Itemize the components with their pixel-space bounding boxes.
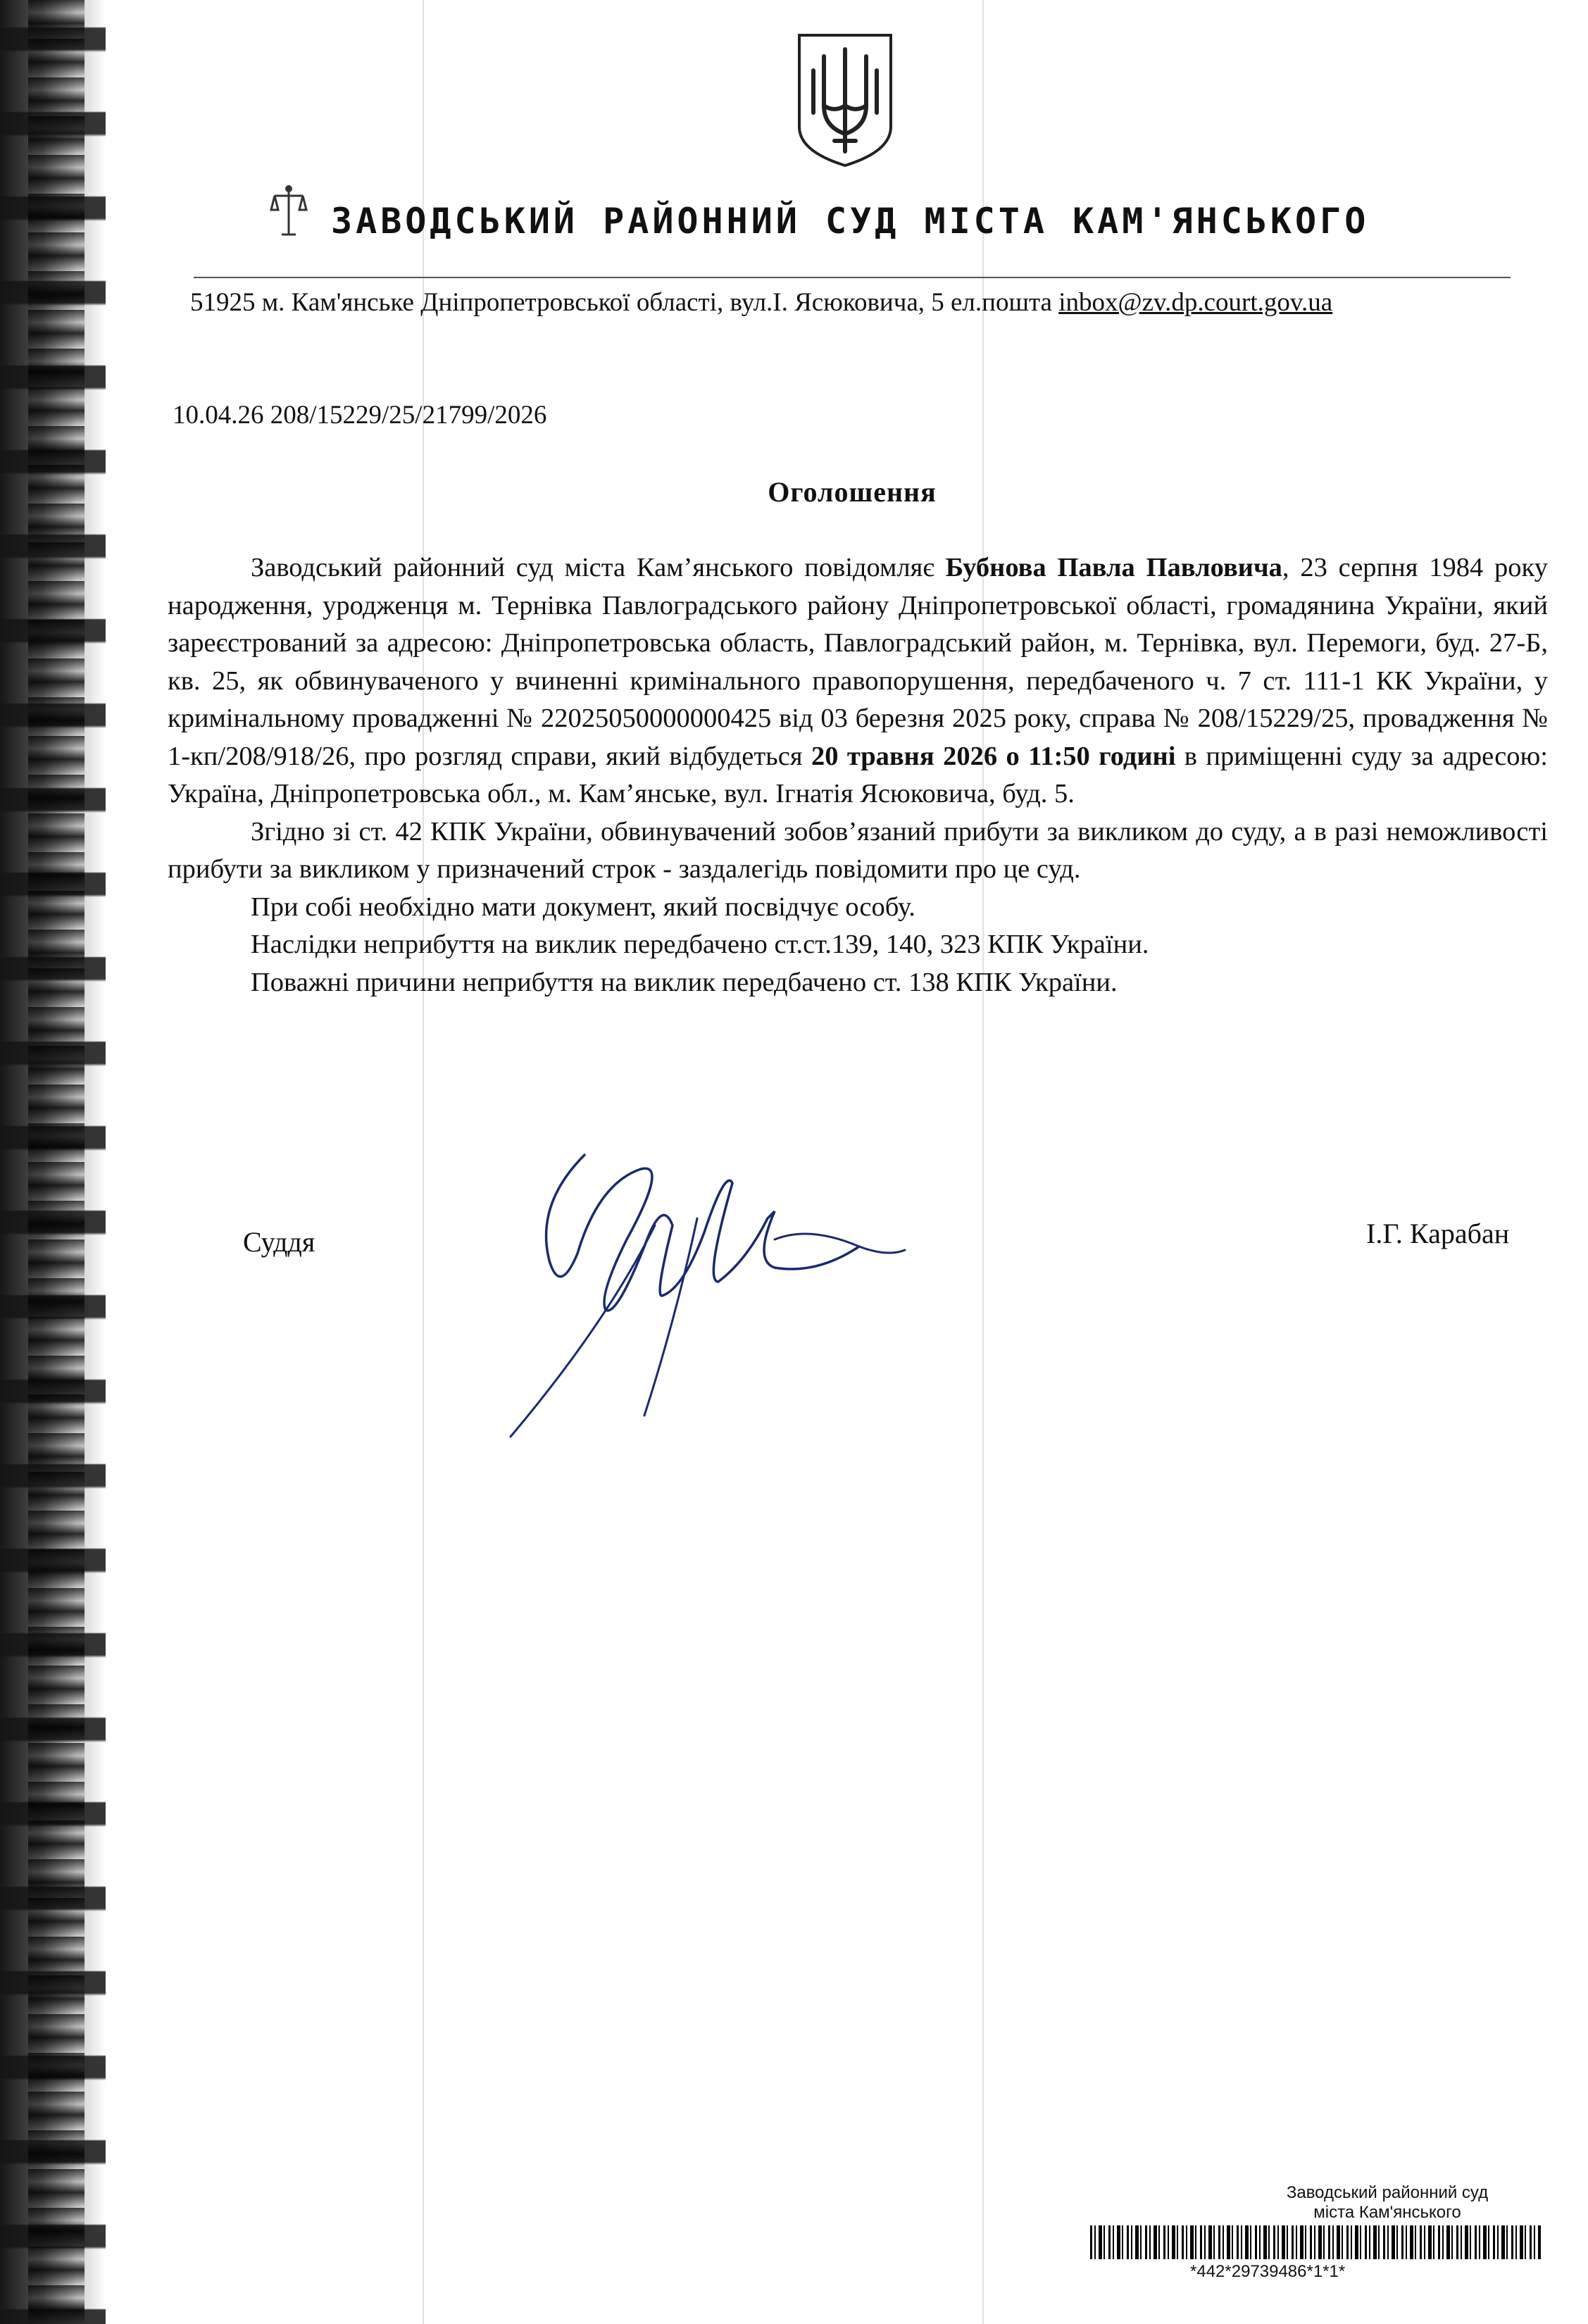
paragraph-text: в приміщенні суду за адресою: Україна, Дніпропетровська обл., м. Кам’янське, вул. Ігнатія Ясюковича, буд. 5. (168, 741, 1549, 808)
accused-name: Бубнова Павла Павловича (945, 553, 1282, 582)
court-email-link[interactable]: inbox@zv.dp.court.gov.ua (1058, 288, 1333, 317)
registration-number: 10.04.26 208/15229/25/21799/2026 (173, 401, 547, 430)
court-stamp (1141, 2183, 1588, 2223)
paragraph-text: , 23 серпня 1984 року народження, уродженця м. Тернівка Павлоградського району Дніпропетровської області, громадянина України, який зареєстрований за адресою: Дніпропетровська область, Павлоградський район, м. Тернівка, вул. Перемоги, буд. 27-Б, кв. 25, як обвинуваченого у вчиненні кримінального правопорушення, передбаченого ч. 7 ст. 111-1 КК України, у кримінальному провадженні № 22025050000000425 від 03 березня 2025 року, справа № 208/15229/25, провадження № 1-кп/208/918/26, про розгляд справи, який відбудеться (168, 553, 1548, 771)
barcode (1090, 2225, 1541, 2259)
paragraph-obligation: Згідно зі ст. 42 КПК України, обвинувачений зобов’язаний прибути за викликом до суду, а в разі неможливості прибути за викликом у призначений строк - заздалегідь повідомити про це суд. (168, 816, 1548, 884)
paragraph-consequences: Наслідки неприбуття на виклик передбачено ст.ст.139, 140, 323 КПК України. (251, 930, 1149, 959)
header-divider (194, 277, 1511, 278)
stamp-line: міста Кам'янського (1313, 2203, 1461, 2222)
document-title: Оголошення (768, 476, 937, 508)
paragraph-summons (168, 549, 1548, 813)
court-address (190, 287, 1528, 318)
judge-name: І.Г. Карабан (1366, 1218, 1510, 1249)
address-text: 51925 м. Кам'янське Дніпропетровської області, вул.І. Ясюковича, 5 ел.пошта (190, 288, 1059, 317)
fold-line (423, 0, 424, 2324)
announcement-body (168, 549, 1548, 1001)
hearing-datetime: 20 травня 2026 о 11:50 годині (811, 741, 1176, 771)
themis-icon (268, 182, 310, 238)
paragraph-text: Заводський районний суд міста Кам’янського повідомляє (251, 553, 946, 582)
paragraph-id-document: При собі необхідно мати документ, який посвідчує особу. (251, 892, 915, 922)
stamp-line: Заводський районний суд (1286, 2183, 1489, 2202)
signature (493, 1141, 915, 1451)
scan-shadow-texture (28, 0, 85, 2324)
barcode-number: *442*29739486*1*1* (1190, 2262, 1346, 2281)
court-name-heading: ЗАВОДСЬКИЙ РАЙОННИЙ СУД МІСТА КАМ'ЯНСЬКОГО (331, 201, 1370, 242)
paragraph-valid-reasons: Поважні причини неприбуття на виклик передбачено ст. 138 КПК України. (251, 967, 1118, 997)
trident-emblem-icon (792, 28, 898, 169)
fold-line (982, 0, 984, 2324)
judge-role-label: Суддя (243, 1226, 315, 1258)
